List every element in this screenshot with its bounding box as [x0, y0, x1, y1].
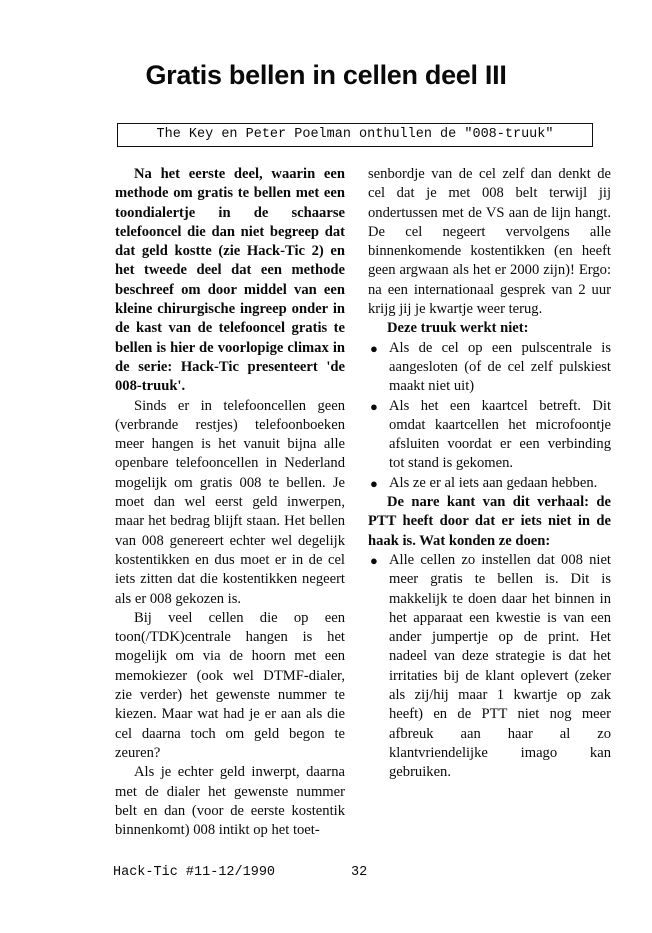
body-paragraph: Als je echter geld inwerpt, daarna met de dialer het gewenste nummer belt en dan (voor de eerste kostentik binnenkomt) 008 intikt op het toet- — [115, 764, 345, 839]
bullet-icon: ● — [370, 475, 378, 491]
body-paragraph: senbordje van de cel zelf dan denkt de cel dat je met 008 belt terwijl jij ondertussen met de VS aan de lijn hangt. De cel negeert vervolgens alle binnenkomende kostentikken (en heeft geen argwaan als het er 2000 zijn)! Ergo: na een internationaal gesprek van 2 uur krijg jij je kwartje weer terug. — [368, 166, 611, 318]
list-item — [368, 339, 611, 397]
list-item-text: Als ze er al iets aan gedaan hebben. — [389, 474, 598, 491]
list-item-text: Alle cellen zo instellen dat 008 niet meer gratis te bellen is. Dit is makkelijk te doen daar het binnen in het apparaat een kwestie is van een ander jumpertje op de print. Het nadeel van deze strategie is dat het irritaties bij de klant oplevert (zeker als zij/hij maar 1 kwartje op zak heeft) en de PTT niet nog meer afbreuk aan haar al zo klantvriendelijke imago kan gebruiken. — [389, 551, 611, 781]
bullet-icon: ● — [370, 398, 378, 414]
list-item — [368, 397, 611, 474]
list-item — [368, 474, 611, 493]
body-paragraph: Bij veel cellen die op een toon(/TDK)centrale hangen is het mogelijk om via de hoorn met een memokiezer (ook wel DTMF-dialer, zie verder) het gewenste nummer te kiezen. Maar wat had je er aan als die cel daarna toch om geld begon te zeuren? — [115, 609, 345, 761]
list-item-text: Als het een kaartcel betreft. Dit omdat kaartcellen het microfoontje afsluiten voordat er een verbinding tot stand is gekomen. — [389, 397, 611, 472]
article-title: Gratis bellen in cellen deel III — [145, 60, 507, 90]
right-column — [368, 165, 611, 783]
subtitle-box: The Key en Peter Poelman onthullen de "008-truuk" — [117, 123, 593, 147]
left-column — [115, 165, 345, 840]
list-item — [368, 551, 611, 783]
lead-paragraph: Na het eerste deel, waarin een methode om gratis te bellen met een toondialertje in de schaarse telefooncel die dan niet begreep dat dat geld kostte (zie Hack-Tic 2) en het tweede deel dat een methode beschreef om door middel van een kleine chirurgische ingreep onder in de kast van de telefooncel gratis te bellen is hier de voorlopige climax in de serie: Hack-Tic presenteert 'de 008-truuk'. — [115, 166, 345, 395]
bullet-icon: ● — [370, 340, 378, 356]
bullet-list — [368, 339, 611, 493]
section-heading: Deze truuk werkt niet: — [387, 320, 529, 337]
list-item-text: Als de cel op een pulscentrale is aangesloten (of de cel zelf pulskiest maakt niet uit) — [389, 339, 611, 395]
bullet-list — [368, 551, 611, 783]
page-number: 32 — [351, 865, 368, 880]
section-heading: De nare kant van dit verhaal: de PTT heeft door dat er iets niet in de haak is. Wat konden ze doen: — [368, 494, 611, 549]
body-paragraph: Sinds er in telefooncellen geen (verbrande restjes) telefoonboeken meer hangen is het vanuit bijna alle openbare telefooncellen in Nederland mogelijk om gratis 008 te bellen. Je moet dan wel eerst geld inwerpen, maar het bedrag blijft staan. Het bellen van 008 genereert echter wel degelijk kostentikken en dus moet er in de cel iets zitten dat die kostentikken negeert als er 008 gekozen is. — [115, 397, 345, 607]
footer-journal: Hack-Tic #11-12/1990 — [113, 865, 276, 880]
bullet-icon: ● — [370, 552, 378, 568]
